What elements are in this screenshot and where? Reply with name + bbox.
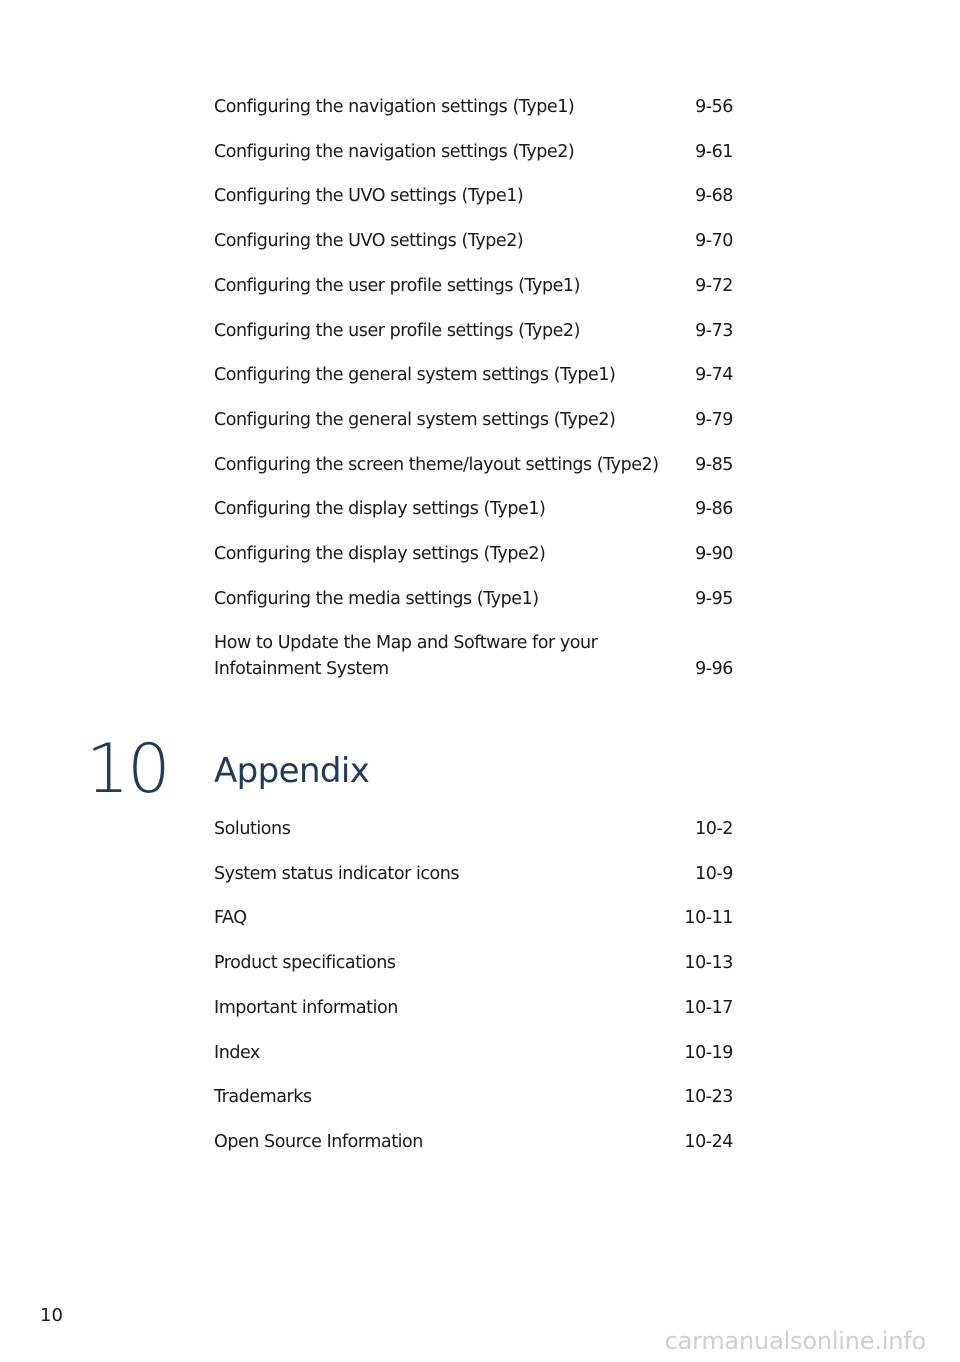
watermark: carmanualsonline.info bbox=[664, 1327, 926, 1355]
toc-entry-page: 9-72 bbox=[695, 275, 733, 296]
toc-entry[interactable] bbox=[214, 362, 733, 388]
toc-entry[interactable] bbox=[214, 586, 733, 612]
toc-entry-page: 10-23 bbox=[684, 1087, 733, 1108]
toc-entry[interactable] bbox=[214, 950, 733, 976]
toc-entry[interactable] bbox=[214, 139, 733, 165]
toc-entry-title: Solutions bbox=[214, 819, 291, 839]
toc-entry-page: 9-79 bbox=[695, 409, 733, 430]
toc-entry-page: 9-56 bbox=[695, 97, 733, 117]
toc-entry-title: How to Update the Map and Software for your Infotainment System bbox=[214, 633, 598, 680]
toc-entry[interactable] bbox=[214, 1129, 733, 1155]
toc-entry-page: 10-24 bbox=[684, 1131, 733, 1152]
toc-entry-page: 9-68 bbox=[695, 186, 733, 207]
toc-entry-title: Open Source Information bbox=[214, 1131, 423, 1152]
toc-entry[interactable] bbox=[214, 861, 733, 887]
toc-entry[interactable] bbox=[214, 496, 733, 522]
toc-entry[interactable] bbox=[214, 1084, 733, 1110]
toc-entry-title: Configuring the display settings (Type1) bbox=[214, 499, 546, 520]
toc-entry[interactable] bbox=[214, 816, 733, 842]
toc-entry-page: 9-61 bbox=[695, 141, 733, 162]
toc-entry-title: FAQ bbox=[214, 908, 247, 929]
toc-entry-title: Configuring the general system settings (Type1) bbox=[214, 365, 616, 386]
toc-entry-page: 9-73 bbox=[695, 320, 733, 341]
toc-entry-title: Configuring the UVO settings (Type2) bbox=[214, 231, 524, 252]
chapter-title: Appendix bbox=[214, 751, 370, 791]
toc-entry-title: Index bbox=[214, 1042, 260, 1063]
toc-entry-title: Configuring the media settings (Type1) bbox=[214, 588, 539, 609]
toc-entry-page: 10-9 bbox=[695, 863, 733, 884]
toc-entry[interactable] bbox=[214, 452, 733, 478]
toc-entry-page: 10-17 bbox=[684, 997, 733, 1018]
toc-entry[interactable] bbox=[214, 407, 733, 433]
chapter-number: 10 bbox=[86, 730, 169, 809]
toc-entry-title: Configuring the user profile settings (Type1) bbox=[214, 275, 580, 296]
toc-entry-title: Configuring the user profile settings (Type2) bbox=[214, 320, 580, 341]
toc-entry[interactable] bbox=[214, 94, 733, 120]
toc-entry-page: 10-19 bbox=[684, 1042, 733, 1063]
toc-entry-title: System status indicator icons bbox=[214, 863, 460, 884]
toc-entry-page: 10-2 bbox=[695, 819, 733, 839]
toc-entry-page: 9-96 bbox=[695, 659, 733, 680]
toc-entry-title: Configuring the general system settings (Type2) bbox=[214, 409, 616, 430]
toc-entry-page: 9-90 bbox=[695, 544, 733, 564]
toc-entry-title: Configuring the navigation settings (Type1) bbox=[214, 97, 575, 117]
toc-entry-title: Product specifications bbox=[214, 953, 396, 974]
toc-entry[interactable] bbox=[214, 630, 733, 682]
toc-entry[interactable] bbox=[214, 318, 733, 344]
toc-entry-page: 9-70 bbox=[695, 231, 733, 252]
toc-entry-page: 9-85 bbox=[695, 454, 733, 475]
toc-entry[interactable] bbox=[214, 183, 733, 209]
toc-entry-page: 10-11 bbox=[684, 908, 733, 929]
toc-entry[interactable] bbox=[214, 1040, 733, 1066]
toc-entry[interactable] bbox=[214, 995, 733, 1021]
toc-entry-page: 9-95 bbox=[695, 588, 733, 609]
page-number: 10 bbox=[40, 1305, 63, 1326]
toc-entry[interactable] bbox=[214, 541, 733, 567]
toc-entry-title: Trademarks bbox=[214, 1087, 312, 1108]
toc-entry-page: 9-74 bbox=[695, 365, 733, 386]
toc-entry-title: Important information bbox=[214, 997, 398, 1018]
toc-entry[interactable] bbox=[214, 273, 733, 299]
toc-entry-title: Configuring the UVO settings (Type1) bbox=[214, 186, 524, 207]
toc-entry-page: 9-86 bbox=[695, 499, 733, 520]
toc-entry-title: Configuring the navigation settings (Type2) bbox=[214, 141, 575, 162]
toc-entry-title: Configuring the screen theme/layout settings (Type2) bbox=[214, 454, 659, 475]
toc-entry[interactable] bbox=[214, 228, 733, 254]
toc-entry-title: Configuring the display settings (Type2) bbox=[214, 544, 546, 564]
toc-entry-page: 10-13 bbox=[684, 953, 733, 974]
toc-entry[interactable] bbox=[214, 905, 733, 931]
